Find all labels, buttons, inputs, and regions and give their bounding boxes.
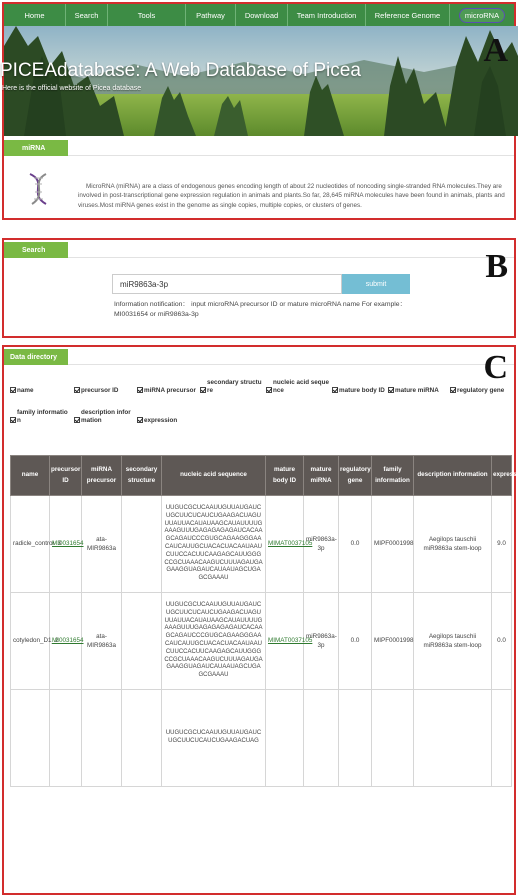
nav-item-label: Download	[244, 10, 279, 20]
site-subtitle: Here is the official website of Picea database	[2, 85, 142, 92]
nav-item-label: Search	[74, 10, 99, 20]
top-navigation-bar	[4, 4, 514, 26]
cell-mirna-precursor: ata-MIR9863a	[82, 593, 122, 690]
section-b-search-panel	[2, 238, 516, 338]
checkbox-checked-icon[interactable]	[10, 417, 16, 423]
cell-mature-id[interactable]: MIMAT0037105	[266, 593, 304, 690]
column-header: regulatory gene	[339, 456, 372, 496]
column-checkbox[interactable]	[388, 387, 439, 395]
table-body	[11, 496, 512, 787]
nav-item-label: Tools	[137, 10, 156, 20]
checkbox-label: re	[207, 386, 213, 394]
checkbox-checked-icon[interactable]	[74, 387, 80, 393]
cell-expression	[492, 690, 512, 787]
cell-expression: 9.0	[492, 496, 512, 593]
cell-description: Aegilops tauschii miR9863a stem-loop	[414, 496, 492, 593]
checkbox-label-top: description infor	[81, 409, 131, 416]
checkbox-label: precursor ID	[81, 387, 119, 394]
cell-expression: 0.0	[492, 593, 512, 690]
checkbox-label: nce	[273, 386, 284, 394]
column-checkbox[interactable]	[74, 387, 118, 395]
cell-secondary-structure	[122, 496, 162, 593]
column-checkbox[interactable]	[74, 409, 131, 424]
nav-item-pathway[interactable]	[186, 4, 236, 26]
nav-item-team-introduction[interactable]	[288, 4, 366, 26]
column-header: name	[11, 456, 50, 496]
checkbox-label: mature body ID	[339, 387, 385, 394]
checkbox-checked-icon[interactable]	[266, 387, 272, 393]
cell-precursor-id[interactable]: MI0031654	[50, 496, 82, 593]
column-header: expression	[492, 456, 512, 496]
annotation-letter-c: C	[483, 349, 508, 386]
checkbox-label: expression	[144, 417, 178, 424]
cell-precursor-id[interactable]: MI0031654	[50, 593, 82, 690]
nav-item-label: Home	[24, 10, 45, 20]
annotation-letter-a: A	[483, 32, 508, 69]
column-header: mature miRNA	[304, 456, 339, 496]
dna-helix-icon	[24, 172, 54, 206]
cell-secondary-structure	[122, 593, 162, 690]
column-header: description information	[414, 456, 492, 496]
directory-tab-strip	[4, 349, 514, 365]
annotation-letter-b: B	[485, 248, 508, 285]
column-header: mature body ID	[266, 456, 304, 496]
cell-name: cotyledon_D1_2	[11, 593, 50, 690]
nav-item-label: Reference Genome	[374, 10, 441, 20]
nav-item-microrna[interactable]	[450, 4, 514, 26]
cell-name	[11, 690, 50, 787]
checkbox-label: regulatory gene	[457, 387, 505, 394]
nav-item-label: Pathway	[196, 10, 225, 20]
column-checkbox[interactable]	[137, 417, 177, 425]
nav-item-reference-genome[interactable]	[366, 4, 450, 26]
nav-item-search[interactable]	[66, 4, 108, 26]
checkbox-checked-icon[interactable]	[450, 387, 456, 393]
table-row	[11, 593, 512, 690]
cell-description	[414, 690, 492, 787]
cell-family: MIPF0001998	[372, 593, 414, 690]
column-checkbox[interactable]	[10, 387, 33, 395]
checkbox-checked-icon[interactable]	[10, 387, 16, 393]
checkbox-label: n	[17, 416, 21, 424]
section-c-data-directory	[2, 345, 526, 895]
cell-sequence: UUGUCGCUCAAUUGUUAUGAUCUGCUUCUCAUCUGAAGACUAGUUUAUUACAUAUAAGCAUAUUUUGAAAGUUUGAGAGAGAGAUCACAAGCAGAUCCCGUGCAGAAGGGAACAUCAUUGCUACACUACAAUAAUCUUCCACUUCAAGAGCAUUGGGCCGCUAAACAAGUCUUUAGAUGAGAAGGUAGAUCAUAAUAGCUGAGCGAAAU	[162, 496, 266, 593]
site-title: PICEAdatabase: A Web Database of Picea	[0, 60, 361, 81]
cell-regulatory-gene: 0.0	[339, 496, 372, 593]
cell-mature-mirna: miR9863a-3p	[304, 593, 339, 690]
nav-item-download[interactable]	[236, 4, 288, 26]
checkbox-checked-icon[interactable]	[200, 387, 206, 393]
cell-mirna-precursor	[82, 690, 122, 787]
cell-name: radicle_control_3	[11, 496, 50, 593]
column-checkbox[interactable]	[10, 409, 68, 424]
mirna-data-table	[10, 455, 526, 787]
section-a-header-panel	[2, 2, 516, 220]
cell-mature-mirna	[304, 690, 339, 787]
column-checkbox-group	[10, 379, 510, 439]
cell-family	[372, 690, 414, 787]
checkbox-checked-icon[interactable]	[74, 417, 80, 423]
checkbox-label-top: family informatio	[17, 409, 68, 416]
nav-item-home[interactable]	[4, 4, 66, 26]
column-checkbox[interactable]	[137, 387, 196, 395]
submit-button[interactable]: submit	[342, 274, 410, 294]
cell-mature-mirna: miR9863a-3p	[304, 496, 339, 593]
mirna-tab[interactable]: miRNA	[4, 140, 68, 156]
column-header: family information	[372, 456, 414, 496]
cell-secondary-structure	[122, 690, 162, 787]
checkbox-label-top: secondary structu	[207, 379, 262, 386]
checkbox-label-top: nucleic acid seque	[273, 379, 329, 386]
search-tab[interactable]: Search	[4, 242, 68, 258]
column-checkbox[interactable]	[266, 379, 329, 394]
mirna-description: MicroRNA (miRNA) are a class of endogenous genes encoding length of about 22 nucleotides of noncoding single-stranded RNA molecules.They are involved in post-transcriptional gene expression regulation in animals and plants.So far, 28,645 miRNA molecules have been found in animals, plants and viruses.Most miRNA genes exist in the genome as single copies, multiple copies, or clusters of genes.	[78, 183, 505, 209]
cell-regulatory-gene	[339, 690, 372, 787]
table-row	[11, 496, 512, 593]
search-notification: Information notification： input microRNA precursor ID or mature microRNA name For example： MI0031654 or miR9863a-3p	[114, 301, 407, 318]
cell-precursor-id[interactable]	[50, 690, 82, 787]
cell-mature-id[interactable]: MIMAT0037105	[266, 496, 304, 593]
search-tab-strip	[4, 242, 514, 258]
checkbox-checked-icon[interactable]	[332, 387, 338, 393]
cell-sequence: UUGUCGCUCAAUUGUUAUGAUCUGCUUCUCAUCUGAAGACUAG	[162, 690, 266, 787]
cell-regulatory-gene: 0.0	[339, 593, 372, 690]
cell-family: MIPF0001998	[372, 496, 414, 593]
checkbox-label: mation	[81, 416, 102, 424]
column-header: miRNA precursor	[82, 456, 122, 496]
cell-mature-id[interactable]	[266, 690, 304, 787]
column-checkbox[interactable]	[332, 387, 385, 395]
column-header: nucleic acid sequence	[162, 456, 266, 496]
checkbox-label: name	[17, 387, 34, 394]
column-header: precursor ID	[50, 456, 82, 496]
table-row	[11, 690, 512, 787]
nav-item-label: microRNA	[459, 8, 505, 23]
search-input[interactable]	[112, 274, 342, 294]
nav-item-label: Team Introduction	[296, 10, 357, 20]
data-directory-tab[interactable]: Data directory	[4, 349, 68, 365]
column-header: secondary structure	[122, 456, 162, 496]
table-header-row	[11, 456, 512, 496]
nav-item-tools[interactable]	[108, 4, 186, 26]
checkbox-checked-icon[interactable]	[137, 417, 143, 423]
cell-sequence: UUGUCGCUCAAUUGUUAUGAUCUGCUUCUCAUCUGAAGACUAGUUUAUUACAUAUAAGCAUAUUUUGAAAGUUUGAGAGAGAGAUCACAAGCAGAUCCCGUGCAGAAGGGAACAUCAUUGCUACACUACAAUAAUCUUCCACUUCAAGAGCAUUGGGCCGCUAAACAAGUCUUUAGAUGAGAAGGUAGAUCAUAAUAGCUGAGCGAAAU	[162, 593, 266, 690]
cell-mirna-precursor: ata-MIR9863a	[82, 496, 122, 593]
mirna-tab-strip	[4, 140, 514, 156]
cell-description: Aegilops tauschii miR9863a stem-loop	[414, 593, 492, 690]
column-checkbox[interactable]	[450, 387, 504, 395]
column-checkbox[interactable]	[200, 379, 262, 394]
checkbox-checked-icon[interactable]	[137, 387, 143, 393]
checkbox-checked-icon[interactable]	[388, 387, 394, 393]
site-banner	[0, 26, 514, 136]
checkbox-label: miRNA precursor	[144, 387, 196, 394]
checkbox-label: mature miRNA	[395, 387, 439, 394]
